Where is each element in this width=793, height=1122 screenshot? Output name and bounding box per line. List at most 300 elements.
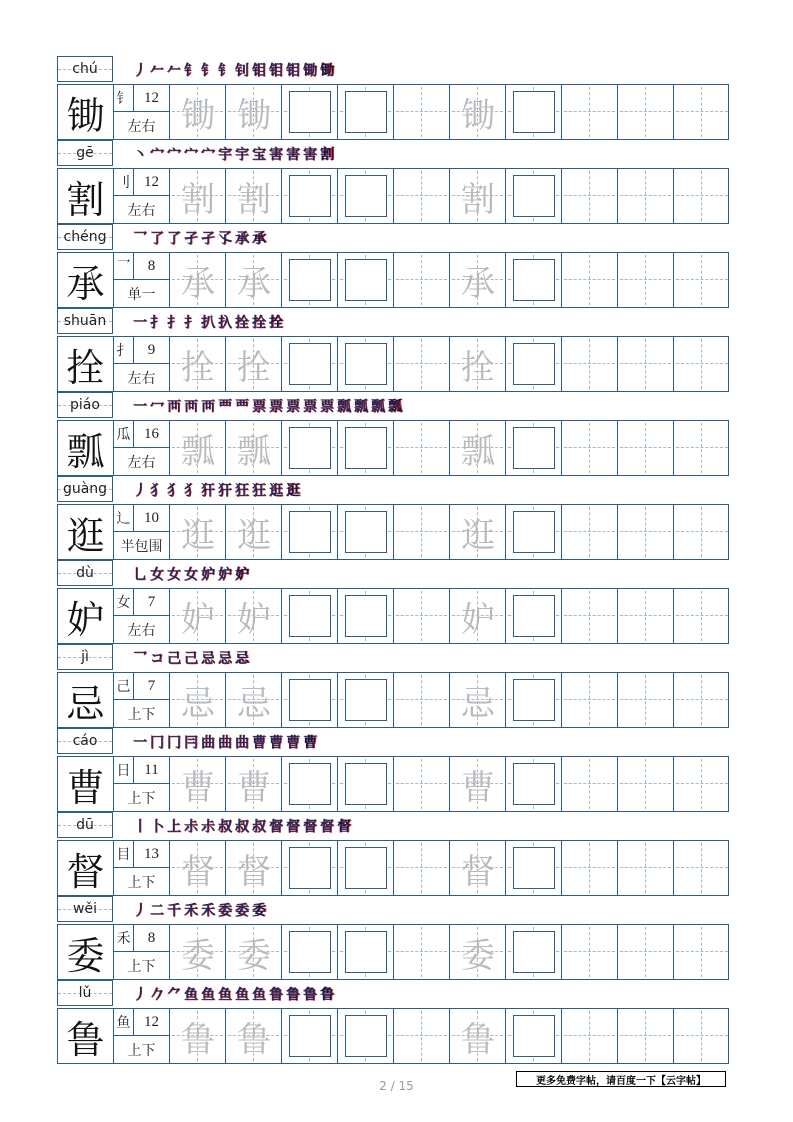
practice-cell[interactable] [506,337,562,391]
structure-type: 上下 [127,706,156,723]
practice-cell[interactable] [618,841,674,895]
practice-cell[interactable] [674,589,730,643]
guide-line [676,783,728,784]
inner-square [513,259,555,301]
stroke-order [133,395,405,417]
guide-line [564,699,615,700]
stroke-step: 鱼 [201,987,215,1003]
practice-cell[interactable] [170,757,226,811]
stroke-step: 钼 [269,63,283,79]
practice-cell[interactable] [450,589,506,643]
stroke-order [133,731,320,753]
pinyin-box [57,812,113,838]
stroke-step: 鲁 [320,987,334,1003]
practice-cell[interactable] [394,253,450,307]
guide-line [620,615,671,616]
stroke-step: 犴 [218,483,232,499]
trace-character: 曹 [461,767,495,808]
practice-cell[interactable] [674,1009,730,1063]
practice-cell[interactable] [338,253,394,307]
practice-cell[interactable] [506,673,562,727]
stroke-count: 8 [134,253,169,280]
stroke-step: 曹 [286,735,300,751]
stroke-step: 千 [167,903,181,919]
trace-character: 忌 [237,683,271,724]
guide-line [676,1035,728,1036]
stroke-count: 11 [134,757,169,784]
practice-cell[interactable] [562,925,618,979]
practice-cell[interactable] [226,253,282,307]
practice-cell[interactable] [506,421,562,475]
practice-cell[interactable] [394,841,450,895]
practice-cell[interactable] [282,505,338,559]
trace-character: 忌 [461,683,495,724]
practice-cell[interactable] [450,757,506,811]
stroke-step: 钼 [286,63,300,79]
character-info [114,673,170,727]
practice-cell[interactable] [338,1009,394,1063]
character-entry [57,392,729,476]
guide-line [620,1035,671,1036]
practice-cell[interactable] [226,673,282,727]
model-character: 承 [58,253,114,307]
stroke-step: 宀 [184,147,198,163]
guide-line [589,423,590,473]
practice-cell[interactable] [618,589,674,643]
stroke-order [133,311,286,333]
radical: 瓜 [114,421,134,448]
inner-square [345,343,387,385]
stroke-step: 扖 [218,315,232,331]
practice-grid [57,1008,729,1064]
practice-cell[interactable] [226,925,282,979]
stroke-step: 乛 [133,651,147,667]
practice-cell[interactable] [338,421,394,475]
practice-cell[interactable] [338,337,394,391]
inner-square [289,175,331,217]
trace-character: 承 [237,263,271,304]
inner-square [345,931,387,973]
practice-cell[interactable] [394,925,450,979]
practice-cell[interactable] [170,253,226,307]
stroke-step: 禾 [184,903,198,919]
guide-line [701,87,702,137]
practice-cell[interactable] [562,253,618,307]
stroke-step: 督 [303,819,317,835]
guide-line [564,531,615,532]
practice-cell[interactable] [226,169,282,223]
practice-cell[interactable] [282,757,338,811]
character-info [114,505,170,559]
guide-line [676,447,728,448]
practice-cell[interactable] [506,841,562,895]
practice-cell[interactable] [562,337,618,391]
guide-line [564,363,615,364]
radical: 乛 [114,253,134,280]
guide-line [701,507,702,557]
guide-line [589,339,590,389]
stroke-step: 钼 [252,63,266,79]
trace-character: 妒 [181,599,215,640]
inner-square [513,1015,555,1057]
stroke-step: 𠂉 [167,63,181,79]
practice-cell[interactable] [170,337,226,391]
stroke-step: 鱼 [184,987,198,1003]
stroke-step: 叔 [235,819,249,835]
stroke-step: 票 [269,399,283,415]
guide-line [620,363,671,364]
practice-cell[interactable] [282,589,338,643]
stroke-step: 瓢 [337,399,351,415]
trace-character: 妒 [237,599,271,640]
stroke-step: 逛 [286,483,300,499]
guide-line [620,195,671,196]
guide-line [701,1011,702,1061]
practice-cell[interactable] [618,505,674,559]
guide-line [620,447,671,448]
practice-cell[interactable] [618,673,674,727]
practice-cell[interactable] [674,85,730,139]
stroke-step: 票 [286,399,300,415]
model-character: 拴 [58,337,114,391]
practice-cell[interactable] [170,925,226,979]
radical: 禾 [114,925,134,952]
trace-character: 曹 [237,767,271,808]
inner-square [345,511,387,553]
pinyin-text: wěi [73,901,97,917]
practice-cell[interactable] [506,589,562,643]
practice-cell[interactable] [562,757,618,811]
guide-line [421,171,422,221]
practice-cell[interactable] [562,169,618,223]
trace-character: 拴 [237,347,271,388]
stroke-step: 犭 [150,483,164,499]
stroke-step: 丿 [133,63,147,79]
practice-cell[interactable] [450,169,506,223]
guide-line [396,951,447,952]
practice-cell[interactable] [282,253,338,307]
pinyin-text: jì [81,649,89,665]
practice-cell[interactable] [506,925,562,979]
radical: 目 [114,841,134,868]
practice-cell[interactable] [618,253,674,307]
character-info [114,337,170,391]
stroke-step: 委 [235,903,249,919]
practice-cell[interactable] [282,421,338,475]
pinyin-box [57,308,113,334]
practice-cell[interactable] [226,841,282,895]
practice-grid [57,336,729,392]
practice-grid [57,168,729,224]
stroke-count: 9 [134,337,169,364]
inner-square [289,931,331,973]
practice-grid [57,420,729,476]
trace-character: 曹 [181,767,215,808]
guide-line [676,279,728,280]
radical: 扌 [114,337,134,364]
trace-character: 鲁 [461,1019,495,1060]
stroke-order [133,899,269,921]
character-entry [57,728,729,812]
stroke-order [133,59,337,81]
practice-cell[interactable] [282,169,338,223]
practice-cell[interactable] [562,673,618,727]
practice-cell[interactable] [506,505,562,559]
guide-line [676,531,728,532]
practice-grid [57,672,729,728]
inner-square [345,595,387,637]
inner-square [289,427,331,469]
stroke-step: 了 [167,231,181,247]
model-character: 委 [58,925,114,979]
stroke-count: 7 [134,673,169,700]
stroke-step: 鱼 [218,987,232,1003]
practice-cell[interactable] [282,841,338,895]
stroke-step: 瓢 [388,399,402,415]
guide-line [396,279,447,280]
practice-cell[interactable] [450,337,506,391]
stroke-step: 覀 [218,399,232,415]
practice-cell[interactable] [674,421,730,475]
practice-cell[interactable] [450,673,506,727]
practice-cell[interactable] [338,757,394,811]
stroke-step: 襾 [167,399,181,415]
stroke-step: 卜 [150,819,164,835]
practice-cell[interactable] [618,337,674,391]
stroke-step: 督 [320,819,334,835]
practice-cell[interactable] [338,841,394,895]
trace-character: 瓢 [461,431,495,472]
stroke-step: 曲 [201,735,215,751]
guide-line [701,255,702,305]
practice-cell[interactable] [450,1009,506,1063]
guide-line [564,1035,615,1036]
guide-line [421,591,422,641]
inner-square [513,679,555,721]
practice-cell[interactable] [618,421,674,475]
practice-cell[interactable] [562,421,618,475]
practice-cell[interactable] [674,841,730,895]
inner-square [345,259,387,301]
practice-cell[interactable] [562,589,618,643]
stroke-step: 妒 [218,567,232,583]
stroke-step: 督 [269,819,283,835]
practice-cell[interactable] [226,337,282,391]
practice-cell[interactable] [170,421,226,475]
trace-character: 督 [237,851,271,892]
structure-type: 单一 [127,286,156,303]
model-character: 曹 [58,757,114,811]
guide-line [589,843,590,893]
stroke-step: 鲁 [286,987,300,1003]
radical: 日 [114,757,134,784]
guide-line [676,699,728,700]
practice-cell[interactable] [282,85,338,139]
pinyin-box [57,980,113,1006]
guide-line [421,843,422,893]
practice-cell[interactable] [338,505,394,559]
model-character: 督 [58,841,114,895]
practice-cell[interactable] [338,169,394,223]
practice-cell[interactable] [618,925,674,979]
inner-square [345,679,387,721]
guide-line [701,423,702,473]
trace-character: 督 [181,851,215,892]
inner-square [513,175,555,217]
stroke-order [133,983,337,1005]
stroke-step: 忌 [201,651,215,667]
stroke-step: 丿 [133,483,147,499]
practice-cell[interactable] [338,673,394,727]
guide-line [421,759,422,809]
inner-square [289,343,331,385]
practice-cell[interactable] [226,505,282,559]
practice-cell[interactable] [506,757,562,811]
stroke-step: 曲 [235,735,249,751]
radical: 己 [114,673,134,700]
character-entry [57,980,729,1064]
practice-cell[interactable] [338,85,394,139]
practice-cell[interactable] [394,421,450,475]
character-entry [57,644,729,728]
practice-cell[interactable] [282,925,338,979]
guide-line [645,255,646,305]
practice-cell[interactable] [674,505,730,559]
stroke-step: 女 [184,567,198,583]
guide-line [676,867,728,868]
practice-cell[interactable] [394,757,450,811]
practice-cell[interactable] [506,1009,562,1063]
practice-cell[interactable] [674,925,730,979]
inner-square [289,259,331,301]
pinyin-text: cáo [72,733,98,749]
practice-cell[interactable] [618,85,674,139]
guide-line [701,843,702,893]
practice-cell[interactable] [562,85,618,139]
practice-cell[interactable] [450,505,506,559]
guide-line [645,759,646,809]
stroke-count: 16 [134,421,169,448]
practice-cell[interactable] [282,1009,338,1063]
guide-line [589,591,590,641]
character-entry [57,224,729,308]
stroke-step: 鲁 [303,987,317,1003]
practice-cell[interactable] [450,253,506,307]
practice-cell[interactable] [170,505,226,559]
practice-cell[interactable] [394,505,450,559]
practice-cell[interactable] [394,589,450,643]
practice-cell[interactable] [674,253,730,307]
practice-cell[interactable] [170,841,226,895]
stroke-step: 宀 [150,147,164,163]
trace-character: 拴 [181,347,215,388]
practice-cell[interactable] [674,673,730,727]
trace-character: 割 [181,179,215,220]
practice-cell[interactable] [674,169,730,223]
practice-cell[interactable] [450,85,506,139]
practice-cell[interactable] [674,757,730,811]
practice-cell[interactable] [338,589,394,643]
guide-line [421,507,422,557]
stroke-step: 孑 [184,231,198,247]
stroke-order [133,227,269,249]
practice-cell[interactable] [170,169,226,223]
practice-cell[interactable] [226,421,282,475]
guide-line [589,507,590,557]
guide-line [589,927,590,977]
practice-cell[interactable] [450,841,506,895]
practice-cell[interactable] [394,1009,450,1063]
practice-cell[interactable] [674,337,730,391]
structure-type: 上下 [127,874,156,891]
model-character: 鲁 [58,1009,114,1063]
practice-cell[interactable] [394,337,450,391]
trace-character: 逛 [461,515,495,556]
pinyin-text: gē [76,145,94,161]
practice-cell[interactable] [170,673,226,727]
stroke-count: 12 [134,169,169,196]
stroke-step: 犭 [184,483,198,499]
guide-line [421,87,422,137]
character-info [114,85,170,139]
practice-cell[interactable] [170,85,226,139]
pinyin-box [57,728,113,754]
practice-cell[interactable] [506,85,562,139]
practice-cell[interactable] [282,337,338,391]
practice-cell[interactable] [394,673,450,727]
stroke-step: 委 [218,903,232,919]
practice-cell[interactable] [562,841,618,895]
character-info [114,841,170,895]
practice-cell[interactable] [450,421,506,475]
practice-cell[interactable] [226,589,282,643]
practice-cell[interactable] [170,589,226,643]
practice-cell[interactable] [562,1009,618,1063]
practice-cell[interactable] [226,1009,282,1063]
guide-line [396,363,447,364]
stroke-step: 宇 [235,147,249,163]
practice-cell[interactable] [170,1009,226,1063]
pinyin-text: shuān [63,313,107,329]
practice-cell[interactable] [506,253,562,307]
practice-cell[interactable] [226,757,282,811]
practice-cell[interactable] [226,85,282,139]
practice-cell[interactable] [618,757,674,811]
stroke-step: 割 [320,147,334,163]
practice-cell[interactable] [562,505,618,559]
practice-cell[interactable] [618,169,674,223]
guide-line [645,591,646,641]
guide-line [564,783,615,784]
practice-cell[interactable] [450,925,506,979]
practice-cell[interactable] [618,1009,674,1063]
pinyin-text: guàng [62,481,108,497]
practice-cell[interactable] [338,925,394,979]
stroke-step: 忌 [218,651,232,667]
stroke-step: 狂 [252,483,266,499]
inner-square [513,595,555,637]
practice-cell[interactable] [506,169,562,223]
practice-cell[interactable] [394,85,450,139]
practice-cell[interactable] [394,169,450,223]
stroke-step: 襾 [201,399,215,415]
stroke-step: 冃 [184,735,198,751]
radical: 鱼 [114,1009,134,1036]
stroke-step: 忌 [235,651,249,667]
stroke-step: 犴 [201,483,215,499]
practice-cell[interactable] [282,673,338,727]
pinyin-box [57,560,113,586]
